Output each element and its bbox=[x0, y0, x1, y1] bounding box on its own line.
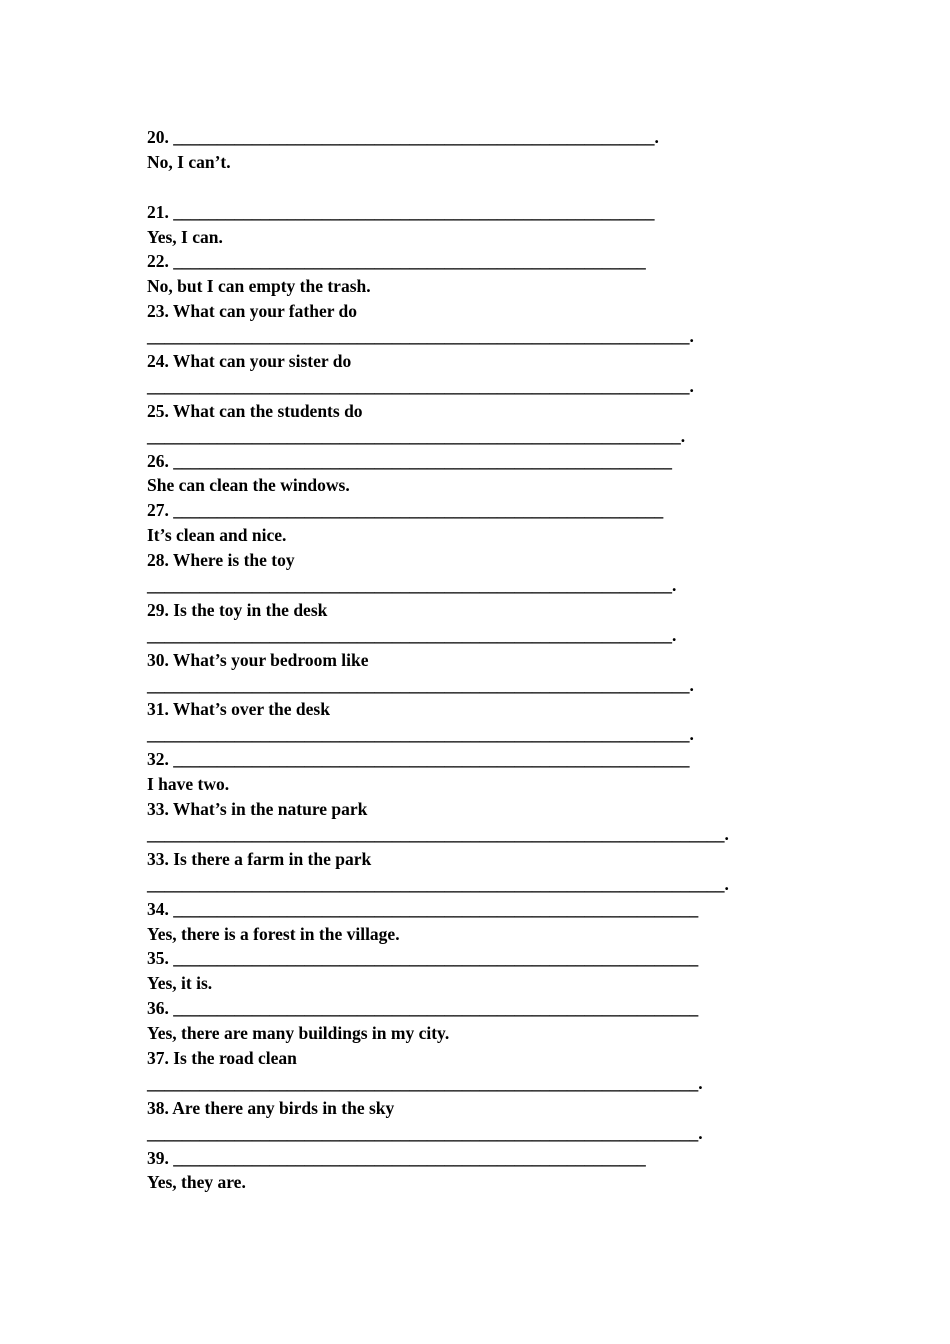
answer-33a-blank[interactable]: __________________________________________________________________. bbox=[147, 823, 729, 844]
question-31: 31. What’s over the desk bbox=[147, 699, 330, 720]
question-24: 24. What can your sister do bbox=[147, 351, 352, 372]
answer-32: I have two. bbox=[147, 774, 230, 795]
answer-25-blank[interactable]: _____________________________________________________________. bbox=[147, 425, 686, 446]
answer-22: No, but I can empty the trash. bbox=[147, 276, 371, 297]
question-36-blank[interactable]: 36. ____________________________________________________________ bbox=[147, 998, 699, 1019]
answer-36: Yes, there are many buildings in my city. bbox=[147, 1023, 450, 1044]
question-30: 30. What’s your bedroom like bbox=[147, 649, 369, 670]
answer-39: Yes, they are. bbox=[147, 1172, 246, 1193]
answer-33b-blank[interactable]: __________________________________________________________________. bbox=[147, 873, 729, 894]
answer-28-blank[interactable]: ____________________________________________________________. bbox=[147, 575, 677, 596]
question-33a: 33. What’s in the nature park bbox=[147, 799, 368, 820]
answer-31-blank[interactable]: ______________________________________________________________. bbox=[147, 724, 694, 745]
answer-27: It’s clean and nice. bbox=[147, 525, 287, 546]
question-29: 29. Is the toy in the desk bbox=[147, 599, 328, 620]
question-33b: 33. Is there a farm in the park bbox=[147, 848, 372, 869]
question-37: 37. Is the road clean bbox=[147, 1047, 297, 1068]
question-32-blank[interactable]: 32. ___________________________________________________________ bbox=[147, 749, 690, 770]
answer-37-blank[interactable]: _______________________________________________________________. bbox=[147, 1072, 703, 1093]
question-35-blank[interactable]: 35. ____________________________________________________________ bbox=[147, 948, 699, 969]
answer-35: Yes, it is. bbox=[147, 973, 213, 994]
question-21-blank[interactable]: 21. _______________________________________________________ bbox=[147, 201, 655, 222]
answer-23-blank[interactable]: ______________________________________________________________. bbox=[147, 326, 694, 347]
question-27-blank[interactable]: 27. ________________________________________________________ bbox=[147, 500, 664, 521]
question-34-blank[interactable]: 34. ____________________________________________________________ bbox=[147, 898, 699, 919]
question-38: 38. Are there any birds in the sky bbox=[147, 1097, 395, 1118]
question-23: 23. What can your father do bbox=[147, 301, 358, 322]
answer-21: Yes, I can. bbox=[147, 226, 223, 247]
answer-26: She can clean the windows. bbox=[147, 475, 350, 496]
answer-29-blank[interactable]: ____________________________________________________________. bbox=[147, 624, 677, 645]
worksheet bbox=[147, 125, 867, 1195]
question-26-blank[interactable]: 26. _________________________________________________________ bbox=[147, 450, 672, 471]
question-39-blank[interactable]: 39. ______________________________________________________ bbox=[147, 1147, 646, 1168]
answer-30-blank[interactable]: ______________________________________________________________. bbox=[147, 674, 694, 695]
answer-24-blank[interactable]: ______________________________________________________________. bbox=[147, 375, 694, 396]
answer-20: No, I can’t. bbox=[147, 151, 231, 172]
spacer bbox=[147, 175, 867, 200]
question-22-blank[interactable]: 22. ______________________________________________________ bbox=[147, 251, 646, 272]
question-20-blank[interactable]: 20. _______________________________________________________. bbox=[147, 127, 659, 147]
question-25: 25. What can the students do bbox=[147, 400, 363, 421]
answer-34: Yes, there is a forest in the village. bbox=[147, 923, 400, 944]
answer-38-blank[interactable]: _______________________________________________________________. bbox=[147, 1122, 703, 1143]
question-28: 28. Where is the toy bbox=[147, 550, 295, 571]
